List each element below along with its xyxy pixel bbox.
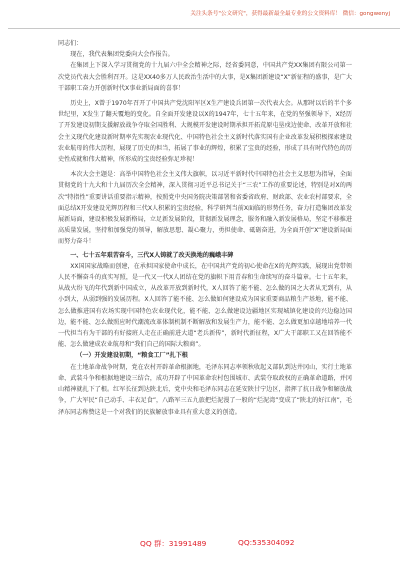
qq-group-text: QQ 群：31991489: [140, 539, 207, 548]
section-heading-2: （一）开发建设初期，“粮食工厂”扎下根: [76, 352, 188, 360]
greeting: 同志们：: [58, 40, 83, 47]
paragraph-4: XX国国家战略而创建，在承担国家使命中成长，在中国共产党的初心使命在X的光辉实践，展现出党带领人民不懈奋斗的真实写照，是一代又一代X人团结在党的旗帜下用青春和生命续写的奋斗篇章。七十五年来，从战火纷飞的年代到新中国成立，从改革开放到新时代，X人回答了能不能、怎么做的国之大者从无到有，从小到大，从弱到强的发展历程。X人回答了能不能、怎么做如何建设成为国家重要商品粮生产基地，能不能、怎么做推进国有农场实现中国特色农业现代化，能不能、怎么做建设边疆地区实现城镇化建设的兴边稳边国边，能不能、怎么做照应时代潮流改革体制机制不断解放和发展生产力，能不能、怎么做更加卓越地培养一代一代担当有为干部的有好接班人走在正确前进大道“老兵新传”，新时代新征程，X广大干部职工又在回答能不能、怎么做建成农业航母和“我们自己的国际大粮商”。: [58, 262, 352, 349]
paragraph-2: 历史上，X曾于1970年召开了中国共产党沈阳军区X生产建设兵团第一次代表大会。从那时以后的半个多世纪里，X发生了翻天覆地的变化。自全面开发建设以X的1947年，七十五年来，在党的坚强领导下，X经历了开发建设初期支援解放战争夺取全国胜利、大规模开发建设时期承担开拓荒原屯垦戍边使命、改革开放和社会主义现代化建设新时期率先实现农业现代化、中国特色社会主义新时代落实国有企业改革发展积极探索建设农业航母的伟大历程，展现了历史的担当，拓展了事业的辉煌，积累了宝贵的经验，形成了具有时代特色的历史性成就和伟大精神，所形成的宝贵经验弥足珍视！: [58, 100, 352, 164]
intro-paragraph: 现在，我代表集团党委向大会作报告。: [70, 51, 174, 59]
section-heading-1: 一、七十五年艰苦奋斗，三代X人铸就了改天换地的巍峨丰碑: [70, 251, 234, 259]
promo-banner-text: 关注头条号"公文研究"，获得最新最全最专业的公文资料库！ 微信：gongwenyj: [190, 11, 390, 17]
footer: [58, 538, 352, 552]
report-body: [58, 30, 352, 418]
header-banner: [8, 6, 400, 29]
qq-contact-text: QQ:535304092: [238, 538, 295, 547]
paragraph-3: 本次大会主题是：高举中国特色社会主义伟大旗帜，以习近平新时代中国特色社会主义思想为指导，全面贯彻党的十九大和十九届历次全会精神，深入贯彻习近平总书记关于“三农”工作的重要论述，特别是对X的两次“特指性”重要讲话重要指示精神，按照党中央国务院决策部署和省委省政府、财政部、农业农村部要求，全面总结X开发建设光辉历程和三代X人积累的宝贵经验，科学研判当前X面临的形势任务，奋力打造集团改革发展新局面，建设积极发展新格局，立足新发展阶段，贯彻新发展理念，服务和融入新发展格局，坚定不移推进高质量发展，坚持和加强党的领导，解放思想、凝心聚力，勇担使命、砥砺奋进，为全面开创“X”建设新局面而努力奋斗！: [58, 171, 352, 246]
paragraph-1: 在集团上下深入学习贯彻党的十九届六中全会精神之际，经省委同意，中国共产党XX集团有限公司第一次党员代表大会胜利召开。这是XX40多万人民政治生活中的大事，是X集团新建设“X”新征程的盛事，是广大干部职工奋力开创新时代X事业新局面的喜事！: [58, 62, 352, 92]
paragraph-5: 在土地革命战争时期，党在农村开辟革命根据地，毛泽东同志率领秋收起义部队到达井冈山，实行土地革命、武装斗争和根据地建设三结合，成功开辟了中国革命农村包围城市、武装夺取政权的正确革命道路，并冈山精神就扎下了根。红军长征到达陕北后，党中央和毛泽东同志在延安陕甘宁边区，指挥了抗日战争和解放战争，广大军民“自己动手、丰衣足食”，八路军三五九旅把烂泥漫了一般的“烂泥湾”变成了“陕北的好江南”，毛泽东同志称赞这是一个对我们的民族解放事业具有重大意义的创造。: [58, 363, 352, 416]
